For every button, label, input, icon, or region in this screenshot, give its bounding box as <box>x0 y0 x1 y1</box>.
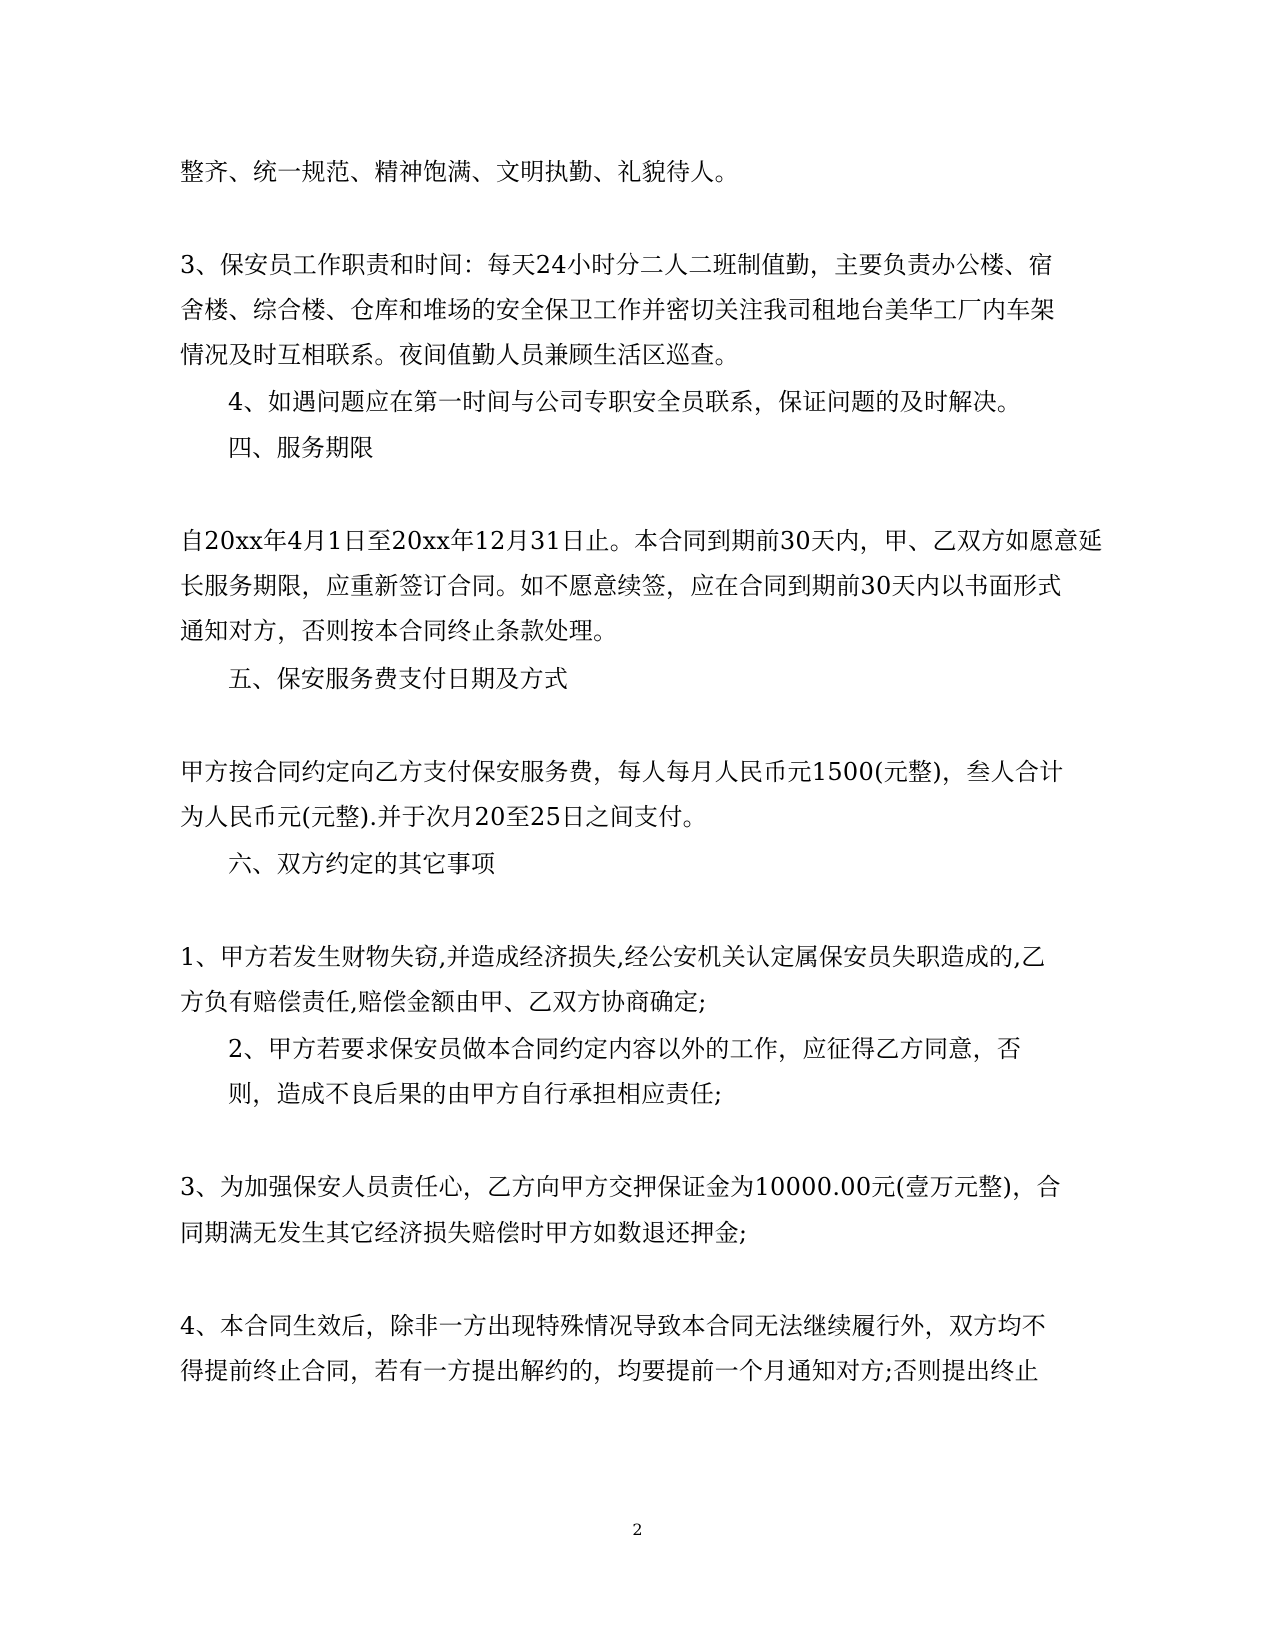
text-line: 长服务期限，应重新签订合同。如不愿意续签，应在合同到期前30天内以书面形式 <box>180 572 1062 600</box>
page-number: 2 <box>632 1520 643 1539</box>
text-line: 自20xx年4月1日至20xx年12月31日止。本合同到期前30天内，甲、乙双方如愿意延 <box>180 527 1103 555</box>
text-line: 整齐、统一规范、精神饱满、文明执勤、礼貌待人。 <box>180 158 739 186</box>
text-line: 得提前终止合同，若有一方提出解约的，均要提前一个月通知对方;否则提出终止 <box>180 1357 1039 1385</box>
text-line: 为人民币元(元整).并于次月20至25日之间支付。 <box>180 803 707 831</box>
text-line: 同期满无发生其它经济损失赔偿时甲方如数退还押金; <box>180 1219 748 1247</box>
text-line: 2、甲方若要求保安员做本合同约定内容以外的工作，应征得乙方同意，否 <box>228 1035 1022 1063</box>
text-line: 3、为加强保安人员责任心，乙方向甲方交押保证金为10000.00元(壹万元整)，合 <box>180 1173 1061 1201</box>
text-line: 甲方按合同约定向乙方支付保安服务费，每人每月人民币元1500(元整)，叁人合计 <box>180 758 1064 786</box>
text-line: 通知对方，否则按本合同终止条款处理。 <box>180 617 618 645</box>
text-line: 3、保安员工作职责和时间：每天24小时分二人二班制值勤，主要负责办公楼、宿 <box>180 251 1053 279</box>
text-line: 1、甲方若发生财物失窃,并造成经济损失,经公安机关认定属保安员失职造成的,乙 <box>180 943 1046 971</box>
text-line: 4、如遇问题应在第一时间与公司专职安全员联系，保证问题的及时解决。 <box>228 388 1022 416</box>
section-heading: 五、保安服务费支付日期及方式 <box>228 665 569 693</box>
text-line: 情况及时互相联系。夜间值勤人员兼顾生活区巡查。 <box>180 341 739 369</box>
section-heading: 六、双方约定的其它事项 <box>228 850 496 878</box>
section-heading: 四、服务期限 <box>228 434 374 462</box>
text-line: 4、本合同生效后，除非一方出现特殊情况导致本合同无法继续履行外，双方均不 <box>180 1312 1047 1340</box>
text-line: 方负有赔偿责任,赔偿金额由甲、乙双方协商确定; <box>180 988 707 1016</box>
text-line: 舍楼、综合楼、仓库和堆场的安全保卫工作并密切关注我司租地台美华工厂内车架 <box>180 296 1055 324</box>
text-line: 则，造成不良后果的由甲方自行承担相应责任; <box>228 1080 723 1108</box>
